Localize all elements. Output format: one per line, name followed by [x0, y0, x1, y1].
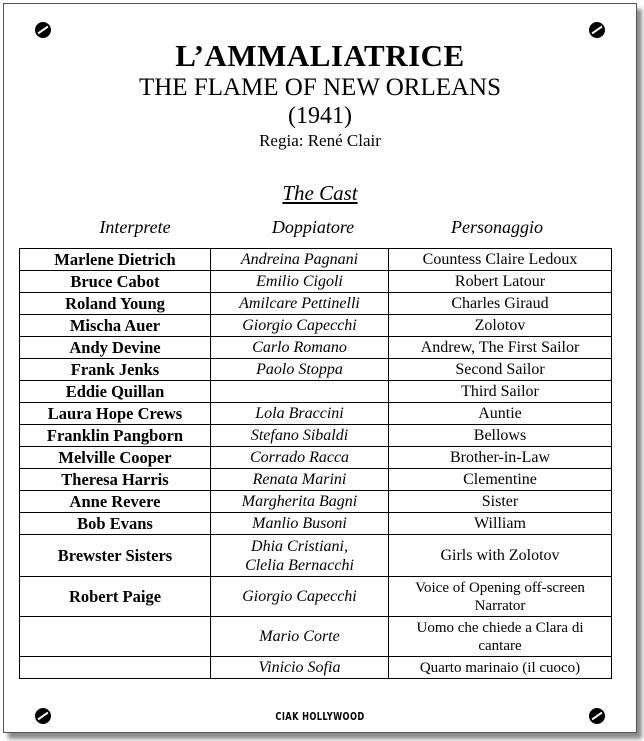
table-row	[20, 249, 612, 271]
table-row	[20, 271, 612, 293]
ciak-hollywood-logo: CIAK HOLLYWOOD	[275, 710, 365, 723]
character-line: Uomo che chiede a Clara di	[416, 619, 584, 636]
character-cell: Quarto marinaio (il cuoco)	[389, 657, 612, 679]
dubber-line: Dhia Cristiani,	[251, 537, 348, 555]
dubber-cell: Mario Corte	[211, 617, 389, 657]
actor-cell: Bruce Cabot	[20, 271, 211, 293]
character-cell: Clementine	[389, 469, 612, 491]
dubber-line: Clelia Bernacchi	[245, 556, 354, 574]
cast-table	[19, 248, 612, 679]
actor-cell: Franklin Pangborn	[20, 425, 211, 447]
character-cell: Sister	[389, 491, 612, 513]
table-row	[20, 293, 612, 315]
film-title: L’AMMALIATRICE	[175, 38, 465, 73]
table-row	[20, 513, 612, 535]
actor-cell: Mischa Auer	[20, 315, 211, 337]
dubber-cell: Giorgio Capecchi	[211, 577, 389, 617]
actor-cell: Robert Paige	[20, 577, 211, 617]
dubber-cell: Manlio Busoni	[211, 513, 389, 535]
table-row	[20, 469, 612, 491]
dubber-cell: Carlo Romano	[211, 337, 389, 359]
character-cell: Bellows	[389, 425, 612, 447]
column-header-actor: Interprete	[99, 217, 171, 237]
dubber-cell	[211, 535, 389, 577]
character-cell	[389, 617, 612, 657]
table-row	[20, 425, 612, 447]
character-cell: Auntie	[389, 403, 612, 425]
character-cell	[389, 577, 612, 617]
actor-cell	[20, 657, 211, 679]
dubber-cell: Margherita Bagni	[211, 491, 389, 513]
actor-cell: Frank Jenks	[20, 359, 211, 381]
actor-cell: Marlene Dietrich	[20, 249, 211, 271]
screw-icon-top-left	[35, 22, 51, 38]
actor-cell: Eddie Quillan	[20, 381, 211, 403]
actor-cell: Bob Evans	[20, 513, 211, 535]
actor-cell: Melville Cooper	[20, 447, 211, 469]
dubber-cell: Emilio Cigoli	[211, 271, 389, 293]
character-cell: Robert Latour	[389, 271, 612, 293]
table-row	[20, 617, 612, 657]
dubber-cell	[211, 381, 389, 403]
table-row	[20, 447, 612, 469]
dubber-cell: Paolo Stoppa	[211, 359, 389, 381]
character-line: Narrator	[474, 597, 526, 614]
dubber-cell: Andreina Pagnani	[211, 249, 389, 271]
dubber-cell: Lola Braccini	[211, 403, 389, 425]
character-cell: Brother-in-Law	[389, 447, 612, 469]
character-line: cantare	[478, 637, 522, 654]
original-title: THE FLAME OF NEW ORLEANS	[138, 74, 502, 101]
character-cell: Zolotov	[389, 315, 612, 337]
character-cell: Second Sailor	[389, 359, 612, 381]
table-row	[20, 359, 612, 381]
actor-cell: Anne Revere	[20, 491, 211, 513]
character-cell: Charles Giraud	[389, 293, 612, 315]
actor-cell	[20, 617, 211, 657]
screw-icon-bottom-left	[35, 708, 51, 724]
actor-cell: Brewster Sisters	[20, 535, 211, 577]
dubber-cell: Stefano Sibaldi	[211, 425, 389, 447]
character-cell: Andrew, The First Sailor	[389, 337, 612, 359]
dubber-cell: Corrado Racca	[211, 447, 389, 469]
actor-cell: Laura Hope Crews	[20, 403, 211, 425]
column-header-character: Personaggio	[451, 217, 543, 237]
character-cell: Countess Claire Ledoux	[389, 249, 612, 271]
screw-icon-top-right	[589, 22, 605, 38]
character-cell: Third Sailor	[389, 381, 612, 403]
table-row	[20, 535, 612, 577]
cast-heading: The Cast	[282, 181, 358, 205]
dubber-cell: Renata Marini	[211, 469, 389, 491]
release-year: (1941)	[288, 103, 352, 129]
character-cell: William	[389, 513, 612, 535]
column-header-dubber: Doppiatore	[271, 217, 355, 237]
screw-icon-bottom-right	[589, 708, 605, 724]
table-row	[20, 315, 612, 337]
table-row	[20, 657, 612, 679]
dubber-cell: Amilcare Pettinelli	[211, 293, 389, 315]
table-row	[20, 381, 612, 403]
table-row	[20, 403, 612, 425]
table-row	[20, 491, 612, 513]
actor-cell: Roland Young	[20, 293, 211, 315]
actor-cell: Andy Devine	[20, 337, 211, 359]
table-row	[20, 337, 612, 359]
table-row	[20, 577, 612, 617]
dubber-cell: Vinicio Sofia	[211, 657, 389, 679]
character-line: Voice of Opening off-screen	[415, 579, 585, 596]
actor-cell: Theresa Harris	[20, 469, 211, 491]
director-credit: Regia: René Clair	[259, 131, 381, 150]
dubber-cell: Giorgio Capecchi	[211, 315, 389, 337]
character-cell: Girls with Zolotov	[389, 535, 612, 577]
